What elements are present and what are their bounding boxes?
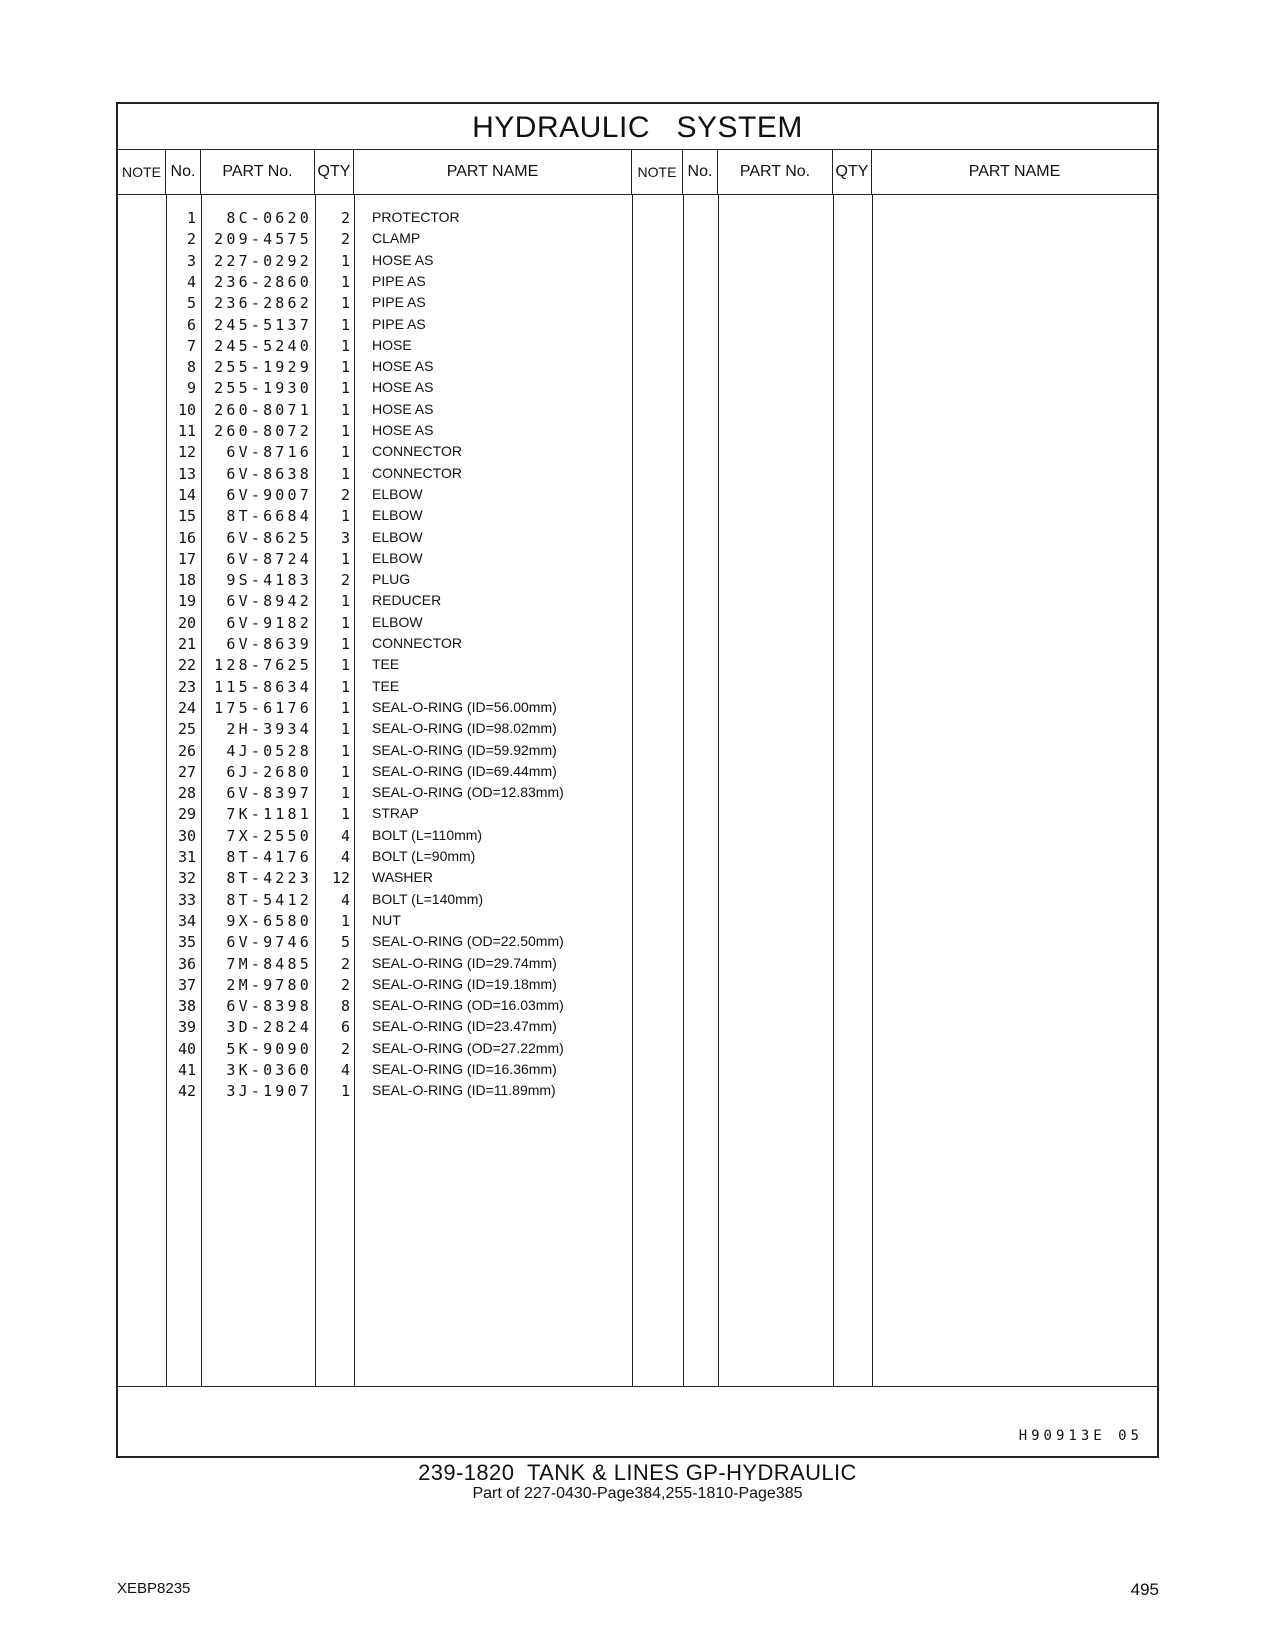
part-number: 3J-1907	[226, 1082, 312, 1101]
table-row	[118, 207, 1157, 229]
part-name: SEAL-O-RING (OD=27.22mm)	[372, 1039, 564, 1056]
table-row	[118, 314, 1157, 336]
part-number: 8T-4176	[226, 848, 312, 866]
quantity: 2	[340, 571, 350, 590]
quantity: 1	[340, 613, 350, 632]
part-number: 6V-8639	[226, 635, 312, 653]
part-name: ELBOW	[372, 613, 423, 630]
item-number: 6	[186, 315, 196, 334]
table-row	[118, 803, 1157, 825]
part-name: HOSE AS	[372, 379, 434, 396]
quantity: 2	[340, 485, 350, 504]
part-name: ELBOW	[372, 549, 423, 566]
item-number: 31	[177, 848, 196, 866]
quantity: 1	[340, 741, 350, 760]
drawing-code: H90913E 05	[1018, 1428, 1143, 1444]
item-number: 7	[186, 336, 196, 355]
part-name: ELBOW	[372, 528, 423, 545]
quantity: 2	[340, 954, 350, 973]
part-number: 128-7625	[214, 656, 312, 675]
item-number: 14	[177, 485, 196, 504]
part-name: SEAL-O-RING (ID=23.47mm)	[372, 1018, 557, 1035]
section-title	[118, 104, 1157, 150]
table-row	[118, 1038, 1157, 1060]
part-name: SEAL-O-RING (OD=12.83mm)	[372, 784, 564, 801]
table-row	[118, 463, 1157, 485]
quantity: 1	[340, 805, 350, 824]
part-number: 6V-8716	[226, 443, 312, 462]
item-number: 34	[177, 911, 196, 930]
table-row	[118, 740, 1157, 762]
table-row	[118, 335, 1157, 357]
part-number: 3K-0360	[226, 1061, 312, 1079]
quantity: 4	[340, 890, 350, 909]
quantity: 1	[340, 656, 350, 675]
part-name: HOSE AS	[372, 422, 434, 438]
item-number: 40	[177, 1039, 196, 1058]
item-number: 37	[177, 975, 196, 994]
table-row	[118, 867, 1157, 889]
part-name: PIPE AS	[372, 272, 426, 289]
quantity: 4	[340, 826, 350, 845]
table-row	[118, 250, 1157, 272]
table-row	[118, 931, 1157, 953]
quantity: 1	[340, 677, 350, 696]
part-name: CONNECTOR	[372, 635, 462, 651]
part-number: 236-2862	[214, 294, 312, 313]
part-number: 6V-8638	[226, 464, 312, 483]
table-row	[118, 697, 1157, 719]
part-number: 8C-0620	[226, 209, 312, 227]
part-name: SEAL-O-RING (ID=16.36mm)	[372, 1061, 557, 1077]
part-number: 255-1930	[214, 379, 312, 398]
part-number: 6V-9182	[226, 613, 312, 632]
part-number: 260-8071	[214, 400, 312, 419]
table-row	[118, 676, 1157, 698]
header-no-left: No.	[166, 150, 201, 194]
quantity: 1	[340, 294, 350, 313]
part-number: 4J-0528	[226, 741, 312, 760]
quantity: 1	[340, 720, 350, 739]
quantity: 1	[340, 272, 350, 291]
item-number: 29	[177, 805, 196, 824]
part-number: 6V-8397	[226, 784, 312, 803]
part-name: SEAL-O-RING (ID=69.44mm)	[372, 762, 557, 779]
table-row	[118, 953, 1157, 975]
table-row	[118, 1059, 1157, 1081]
table-row	[118, 974, 1157, 996]
quantity: 2	[340, 1039, 350, 1058]
item-number: 21	[177, 635, 196, 653]
part-name: SEAL-O-RING (ID=29.74mm)	[372, 954, 557, 971]
header-note-right: NOTE	[632, 150, 683, 194]
table-row	[118, 782, 1157, 804]
item-number: 42	[177, 1082, 196, 1101]
part-number: 8T-5412	[226, 890, 312, 909]
item-number: 12	[177, 443, 196, 462]
quantity: 5	[340, 933, 350, 952]
item-number: 26	[177, 741, 196, 760]
part-name: HOSE AS	[372, 400, 434, 417]
quantity: 1	[340, 464, 350, 483]
table-row	[118, 505, 1157, 527]
part-name: BOLT (L=90mm)	[372, 848, 476, 864]
header-no-right: No.	[683, 150, 718, 194]
part-name: SEAL-O-RING (OD=16.03mm)	[372, 997, 564, 1014]
part-name: HOSE	[372, 336, 412, 353]
header-note-left: NOTE	[118, 150, 166, 194]
item-number: 9	[186, 379, 196, 398]
item-number: 39	[177, 1018, 196, 1037]
part-number: 260-8072	[214, 422, 312, 440]
item-number: 30	[177, 826, 196, 845]
part-number: 2H-3934	[226, 720, 312, 739]
item-number: 5	[186, 294, 196, 313]
table-row	[118, 654, 1157, 676]
quantity: 1	[340, 698, 350, 717]
part-number: 6V-8942	[226, 592, 312, 611]
quantity: 4	[340, 848, 350, 866]
part-number: 6V-9007	[226, 485, 312, 504]
parts-table-frame	[116, 102, 1159, 1458]
table-row	[118, 271, 1157, 293]
part-number: 115-8634	[214, 677, 312, 696]
header-part-no-left: PART No.	[201, 150, 315, 194]
table-row	[118, 356, 1157, 378]
part-name: PROTECTOR	[372, 209, 460, 225]
part-number: 6V-8398	[226, 997, 312, 1016]
quantity: 6	[340, 1018, 350, 1037]
table-row	[118, 399, 1157, 421]
table-row	[118, 612, 1157, 634]
part-name: REDUCER	[372, 592, 442, 609]
item-number: 41	[177, 1061, 196, 1079]
item-number: 13	[177, 464, 196, 483]
quantity: 12	[331, 869, 350, 888]
part-number: 7K-1181	[226, 805, 312, 824]
header-qty-left: QTY	[315, 150, 354, 194]
part-name: PIPE AS	[372, 294, 426, 311]
part-name: TEE	[372, 656, 400, 673]
part-name: PLUG	[372, 571, 411, 588]
item-number: 18	[177, 571, 196, 590]
table-row	[118, 548, 1157, 570]
part-name: SEAL-O-RING (ID=19.18mm)	[372, 975, 557, 992]
part-name: STRAP	[372, 805, 419, 822]
quantity: 4	[340, 1061, 350, 1079]
item-number: 24	[177, 698, 196, 717]
quantity: 2	[340, 209, 350, 227]
part-number: 245-5240	[214, 336, 312, 355]
part-name: HOSE AS	[372, 251, 434, 268]
part-number: 9S-4183	[226, 571, 312, 590]
table-row	[118, 441, 1157, 463]
part-name: SEAL-O-RING (ID=59.92mm)	[372, 741, 557, 758]
part-name: CONNECTOR	[372, 443, 462, 460]
part-number: 9X-6580	[226, 911, 312, 930]
quantity: 1	[340, 379, 350, 398]
part-name: TEE	[372, 677, 400, 694]
quantity: 1	[340, 315, 350, 334]
item-number: 2	[186, 230, 196, 249]
table-row	[118, 569, 1157, 591]
part-number: 8T-4223	[226, 869, 312, 888]
table-row	[118, 633, 1157, 655]
part-name: HOSE AS	[372, 358, 434, 375]
header-qty-right: QTY	[833, 150, 872, 194]
item-number: 11	[177, 422, 196, 440]
part-number: 236-2860	[214, 272, 312, 291]
item-number: 32	[177, 869, 196, 888]
item-number: 33	[177, 890, 196, 909]
quantity: 1	[340, 400, 350, 419]
item-number: 19	[177, 592, 196, 611]
quantity: 1	[340, 358, 350, 377]
table-row	[118, 889, 1157, 911]
quantity: 1	[340, 336, 350, 355]
part-number: 2M-9780	[226, 975, 312, 994]
item-number: 36	[177, 954, 196, 973]
table-row	[118, 825, 1157, 847]
part-number: 227-0292	[214, 251, 312, 270]
item-number: 16	[177, 528, 196, 547]
page-number: 495	[1130, 1580, 1159, 1599]
quantity: 3	[340, 528, 350, 547]
part-number: 6V-8724	[226, 549, 312, 568]
part-number: 3D-2824	[226, 1018, 312, 1037]
quantity: 1	[340, 507, 350, 526]
item-number: 28	[177, 784, 196, 803]
part-name: SEAL-O-RING (ID=56.00mm)	[372, 698, 557, 715]
quantity: 1	[340, 592, 350, 611]
caption-title: 239-1820 TANK & LINES GP-HYDRAULIC	[418, 1460, 857, 1485]
item-number: 20	[177, 613, 196, 632]
item-number: 38	[177, 997, 196, 1016]
part-number: 5K-9090	[226, 1039, 312, 1058]
part-number: 8T-6684	[226, 507, 312, 526]
table-row	[118, 377, 1157, 399]
part-name: BOLT (L=110mm)	[372, 826, 483, 843]
header-part-name-right: PART NAME	[968, 163, 1061, 180]
part-number: 6V-9746	[226, 933, 312, 952]
quantity: 1	[340, 784, 350, 803]
part-number: 6V-8625	[226, 528, 312, 547]
header-part-no-right: PART No.	[718, 150, 833, 194]
table-row	[118, 484, 1157, 506]
part-number: 209-4575	[214, 230, 312, 249]
part-number: 7X-2550	[226, 826, 312, 845]
table-row	[118, 846, 1157, 868]
part-name: PIPE AS	[372, 315, 426, 332]
table-row	[118, 761, 1157, 783]
part-name: CONNECTOR	[372, 464, 462, 481]
part-name: CLAMP	[372, 230, 421, 247]
quantity: 1	[340, 251, 350, 270]
table-row	[118, 995, 1157, 1017]
table-row	[118, 292, 1157, 314]
document-code: XEBP8235	[117, 1580, 191, 1597]
section-title-text: HYDRAULIC SYSTEM	[472, 111, 803, 144]
part-name: ELBOW	[372, 507, 423, 524]
caption-subtitle: Part of 227-0430-Page384,255-1810-Page385	[472, 1485, 803, 1502]
table-header-row	[118, 150, 1157, 195]
item-number: 23	[177, 677, 196, 696]
item-number: 4	[186, 272, 196, 291]
part-number: 255-1929	[214, 358, 312, 377]
part-name: SEAL-O-RING (ID=98.02mm)	[372, 720, 557, 737]
item-number: 3	[186, 251, 196, 270]
item-number: 35	[177, 933, 196, 952]
part-name: BOLT (L=140mm)	[372, 890, 484, 907]
part-name: SEAL-O-RING (OD=22.50mm)	[372, 933, 564, 950]
quantity: 8	[340, 997, 350, 1016]
item-number: 1	[186, 209, 196, 227]
table-row	[118, 910, 1157, 932]
part-number: 245-5137	[214, 315, 312, 334]
quantity: 1	[340, 911, 350, 930]
quantity: 1	[340, 635, 350, 653]
header-part-name-left: PART NAME	[354, 150, 632, 194]
item-number: 10	[177, 400, 196, 419]
table-row	[118, 420, 1157, 442]
part-name: ELBOW	[372, 485, 423, 502]
table-row	[118, 527, 1157, 549]
part-number: 175-6176	[214, 698, 312, 717]
table-row	[118, 1080, 1157, 1102]
quantity: 1	[340, 549, 350, 568]
item-number: 22	[177, 656, 196, 675]
table-row	[118, 590, 1157, 612]
part-name: NUT	[372, 911, 401, 928]
part-name: WASHER	[372, 869, 433, 886]
item-number: 17	[177, 549, 196, 568]
part-number: 7M-8485	[226, 954, 312, 973]
quantity: 2	[340, 975, 350, 994]
table-body	[118, 195, 1157, 1387]
quantity: 2	[340, 230, 350, 249]
table-row	[118, 1016, 1157, 1038]
part-name: SEAL-O-RING (ID=11.89mm)	[372, 1082, 556, 1099]
item-number: 15	[177, 507, 196, 526]
part-number: 6J-2680	[226, 762, 312, 781]
table-row	[118, 718, 1157, 740]
table-row	[118, 228, 1157, 250]
item-number: 27	[177, 762, 196, 781]
item-number: 8	[186, 358, 196, 377]
quantity: 1	[340, 1082, 350, 1101]
quantity: 1	[340, 762, 350, 781]
quantity: 1	[340, 443, 350, 462]
quantity: 1	[340, 422, 350, 440]
item-number: 25	[177, 720, 196, 739]
